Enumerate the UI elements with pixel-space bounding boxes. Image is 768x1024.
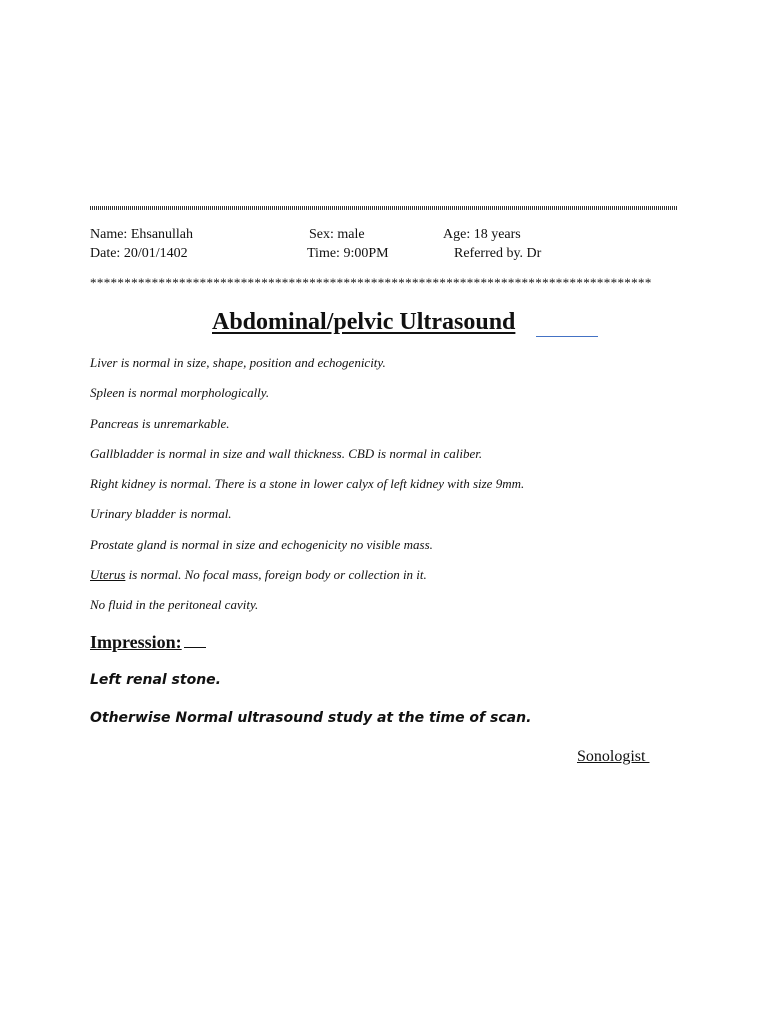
finding-liver: Liver is normal in size, shape, position and echogenicity.	[90, 355, 386, 370]
top-dotted-rule	[90, 206, 678, 210]
impression-line-2: Otherwise Normal ultrasound study at the time of scan.	[90, 710, 532, 726]
finding-peritoneal: No fluid in the peritoneal cavity.	[90, 597, 259, 613]
patient-name: Name: Ehsanullah	[90, 227, 194, 242]
patient-sex: Sex: male	[309, 227, 365, 242]
impression-line-1: Left renal stone.	[90, 672, 221, 688]
report-title: Abdominal/pelvic Ultrasound	[212, 309, 516, 335]
finding-pancreas: Pancreas is unremarkable.	[90, 415, 230, 431]
uterus-rest: is normal. No focal mass, foreign body or collection in it.	[125, 567, 427, 583]
finding-kidney: Right kidney is normal. There is a stone in lower calyx of left kidney with size 9mm.	[90, 476, 525, 492]
impression-label: Impression:	[90, 632, 182, 652]
findings-list	[90, 355, 690, 628]
signature-label: Sonologist	[577, 748, 650, 765]
finding-prostate: Prostate gland is normal in size and echogenicity no visible mass.	[90, 536, 433, 552]
referred-by: Referred by. Dr	[454, 246, 542, 261]
exam-date: Date: 20/01/1402	[90, 246, 188, 261]
uterus-word: Uterus	[90, 567, 126, 583]
title-blank-line	[536, 336, 598, 337]
exam-time: Time: 9:00PM	[307, 246, 389, 261]
finding-gallbladder: Gallbladder is normal in size and wall thickness. CBD is normal in caliber.	[90, 445, 483, 461]
impression-heading	[90, 632, 206, 653]
finding-spleen: Spleen is normal morphologically.	[90, 385, 270, 401]
finding-bladder: Urinary bladder is normal.	[90, 506, 232, 522]
impression-blank-line	[184, 633, 206, 648]
finding-uterus	[90, 567, 690, 597]
asterisk-separator: **********************************************************************************	[90, 276, 652, 290]
patient-age: Age: 18 years	[443, 227, 521, 242]
